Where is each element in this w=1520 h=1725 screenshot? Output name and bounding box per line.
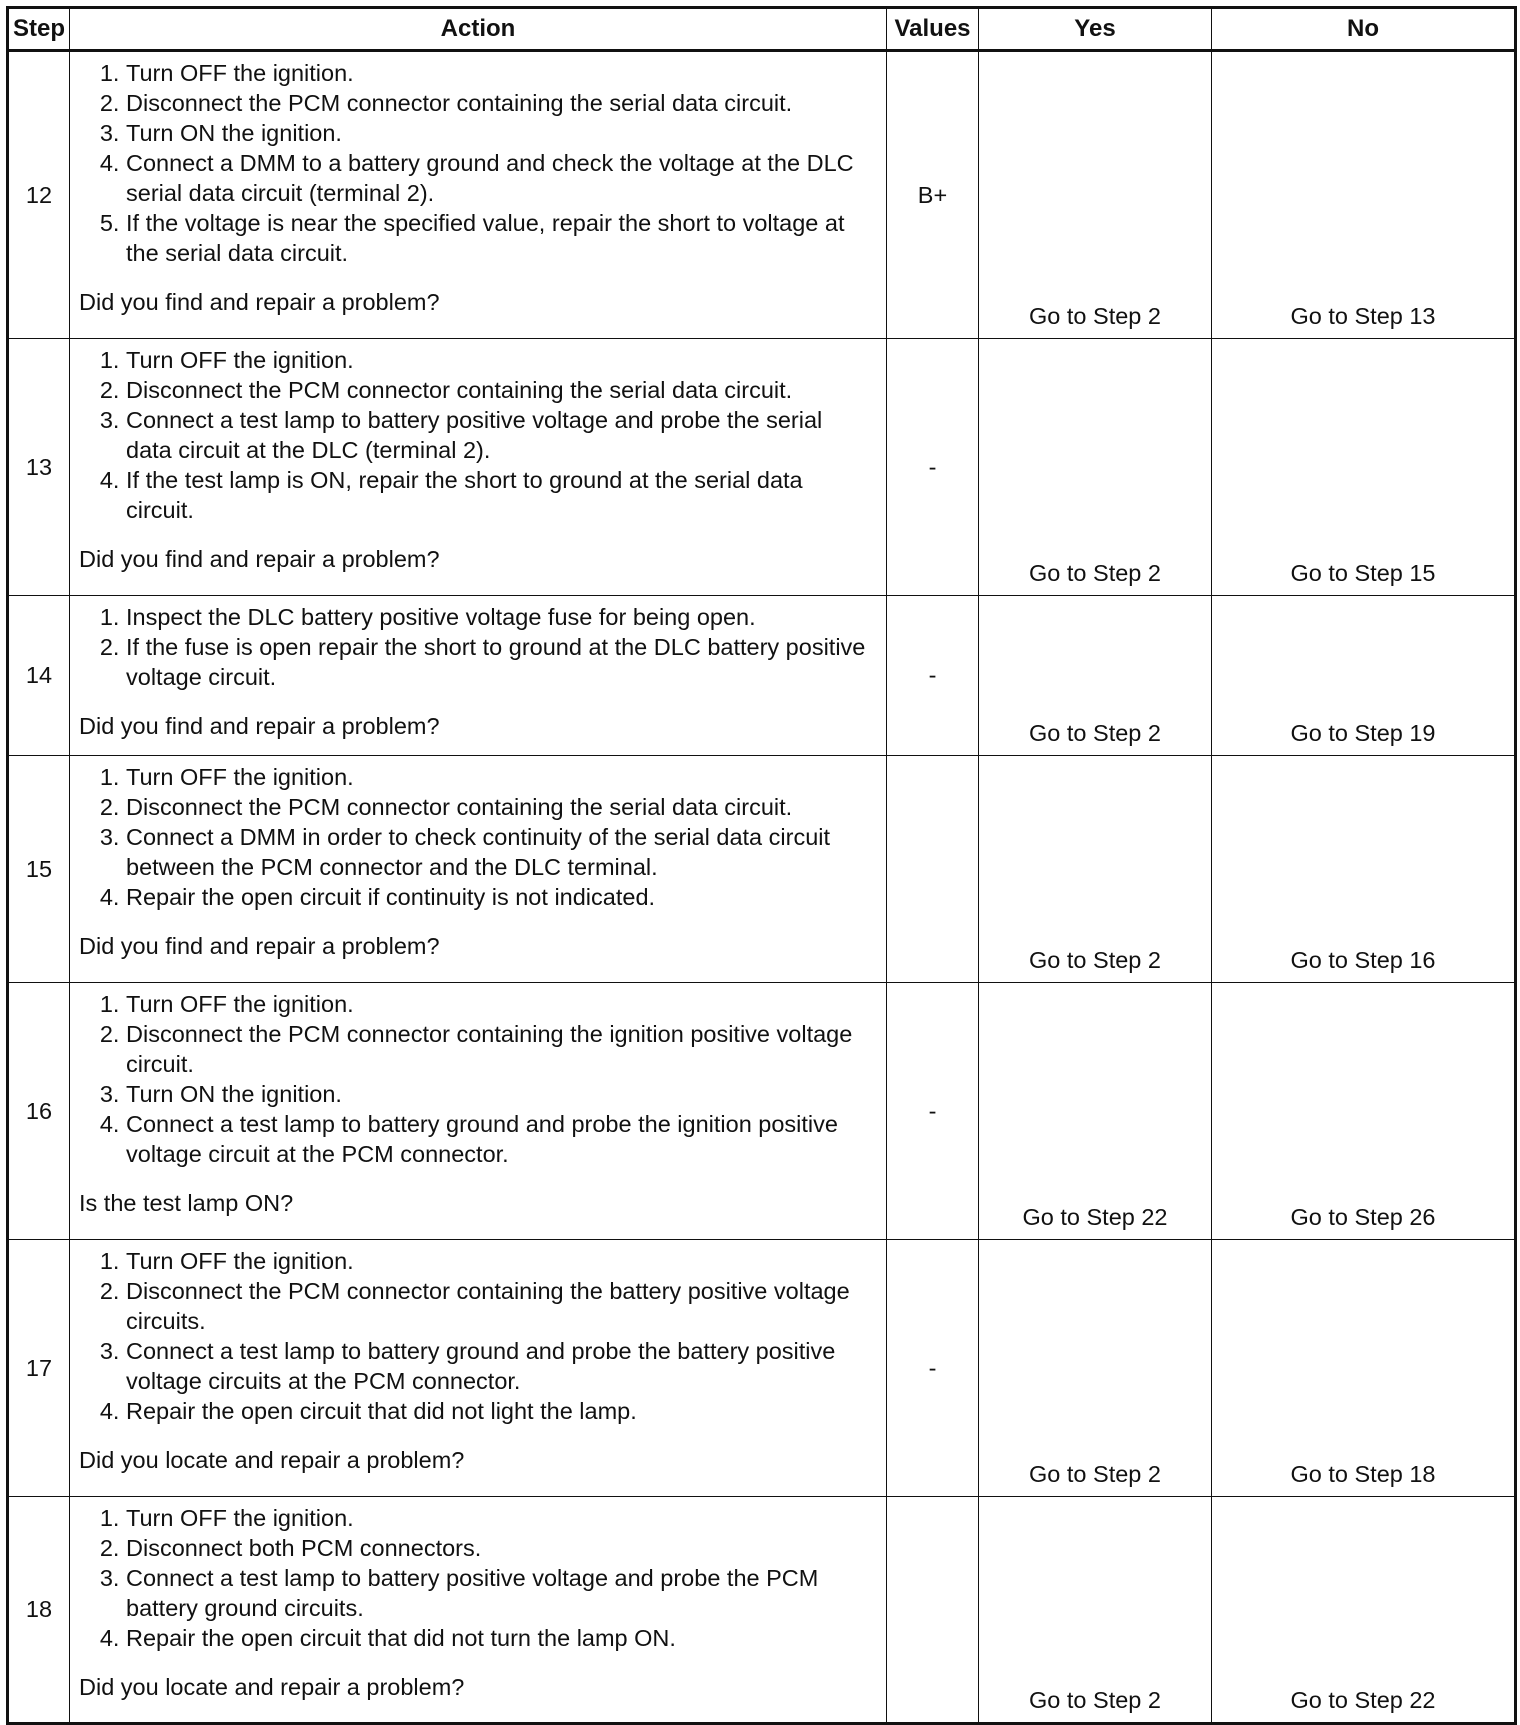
- diagnostic-table: [6, 6, 1517, 1725]
- action-cell: [70, 756, 887, 983]
- step-number: 16: [8, 983, 70, 1240]
- yes-cell: Go to Step 2: [979, 339, 1212, 596]
- action-list: [79, 989, 878, 1169]
- question-text: Did you locate and repair a problem?: [79, 1447, 465, 1473]
- table-row: [8, 1240, 1516, 1497]
- no-cell: Go to Step 26: [1212, 983, 1516, 1240]
- header-step: Step: [8, 8, 70, 51]
- header-no: No: [1212, 8, 1516, 51]
- values-cell: -: [887, 1240, 979, 1497]
- action-item: 1. Turn OFF the ignition.: [126, 762, 878, 792]
- action-cell: [70, 596, 887, 756]
- action-item: 2. Disconnect the PCM connector containing the serial data circuit.: [126, 375, 878, 405]
- yes-cell: Go to Step 2: [979, 51, 1212, 339]
- yes-cell: Go to Step 2: [979, 596, 1212, 756]
- action-item: 3. Turn ON the ignition.: [126, 1079, 878, 1109]
- action-item: 3. Turn ON the ignition.: [126, 118, 878, 148]
- action-cell: [70, 339, 887, 596]
- table-row: [8, 339, 1516, 596]
- step-number: 12: [8, 51, 70, 339]
- yes-cell: Go to Step 2: [979, 1497, 1212, 1724]
- action-item: 3. Connect a test lamp to battery ground and probe the battery positive voltage circuits at the PCM connector.: [126, 1336, 878, 1396]
- table-row: [8, 983, 1516, 1240]
- no-cell: Go to Step 19: [1212, 596, 1516, 756]
- action-item: 2. Disconnect both PCM connectors.: [126, 1533, 878, 1563]
- action-item: 3. Connect a test lamp to battery positive voltage and probe the serial data circuit at the DLC (terminal 2).: [126, 405, 878, 465]
- question-text: Did you locate and repair a problem?: [79, 1674, 465, 1700]
- action-item: 1. Inspect the DLC battery positive voltage fuse for being open.: [126, 602, 878, 632]
- yes-cell: Go to Step 2: [979, 1240, 1212, 1497]
- action-list: [79, 1503, 878, 1653]
- step-number: 18: [8, 1497, 70, 1724]
- values-cell: [887, 756, 979, 983]
- no-cell: Go to Step 22: [1212, 1497, 1516, 1724]
- values-cell: -: [887, 596, 979, 756]
- action-list: [79, 1246, 878, 1426]
- header-row: [8, 8, 1516, 51]
- question-text: Did you find and repair a problem?: [79, 713, 440, 739]
- action-item: 2. Disconnect the PCM connector containing the serial data circuit.: [126, 792, 878, 822]
- step-number: 15: [8, 756, 70, 983]
- action-cell: [70, 51, 887, 339]
- action-item: 4. Repair the open circuit if continuity is not indicated.: [126, 882, 878, 912]
- step-number: 13: [8, 339, 70, 596]
- no-cell: Go to Step 15: [1212, 339, 1516, 596]
- yes-cell: Go to Step 22: [979, 983, 1212, 1240]
- action-cell: [70, 1497, 887, 1724]
- action-list: [79, 345, 878, 525]
- action-cell: [70, 983, 887, 1240]
- action-item: 4. Repair the open circuit that did not turn the lamp ON.: [126, 1623, 878, 1653]
- action-item: 4. Connect a DMM to a battery ground and check the voltage at the DLC serial data circuit (terminal 2).: [126, 148, 878, 208]
- table-row: [8, 596, 1516, 756]
- action-item: 2. If the fuse is open repair the short to ground at the DLC battery positive voltage circuit.: [126, 632, 878, 692]
- table-row: [8, 51, 1516, 339]
- values-cell: [887, 1497, 979, 1724]
- question-text: Did you find and repair a problem?: [79, 933, 440, 959]
- action-list: [79, 602, 878, 692]
- yes-cell: Go to Step 2: [979, 756, 1212, 983]
- values-cell: B+: [887, 51, 979, 339]
- question-text: Is the test lamp ON?: [79, 1190, 294, 1216]
- step-number: 17: [8, 1240, 70, 1497]
- action-item: 2. Disconnect the PCM connector containing the battery positive voltage circuits.: [126, 1276, 878, 1336]
- action-cell: [70, 1240, 887, 1497]
- no-cell: Go to Step 18: [1212, 1240, 1516, 1497]
- table-row: [8, 1497, 1516, 1724]
- action-item: 3. Connect a DMM in order to check continuity of the serial data circuit between the PCM connector and the DLC terminal.: [126, 822, 878, 882]
- action-item: 2. Disconnect the PCM connector containing the ignition positive voltage circuit.: [126, 1019, 878, 1079]
- values-cell: -: [887, 339, 979, 596]
- question-text: Did you find and repair a problem?: [79, 546, 440, 572]
- action-item: 1. Turn OFF the ignition.: [126, 1503, 878, 1533]
- no-cell: Go to Step 16: [1212, 756, 1516, 983]
- action-item: 1. Turn OFF the ignition.: [126, 989, 878, 1019]
- action-item: 2. Disconnect the PCM connector containing the serial data circuit.: [126, 88, 878, 118]
- question-text: Did you find and repair a problem?: [79, 289, 440, 315]
- action-item: 5. If the voltage is near the specified value, repair the short to voltage at the serial data circuit.: [126, 208, 878, 268]
- no-cell: Go to Step 13: [1212, 51, 1516, 339]
- action-item: 1. Turn OFF the ignition.: [126, 1246, 878, 1276]
- action-item: 1. Turn OFF the ignition.: [126, 345, 878, 375]
- values-cell: -: [887, 983, 979, 1240]
- action-item: 4. Repair the open circuit that did not light the lamp.: [126, 1396, 878, 1426]
- action-list: [79, 58, 878, 268]
- action-item: 1. Turn OFF the ignition.: [126, 58, 878, 88]
- action-list: [79, 762, 878, 912]
- action-item: 3. Connect a test lamp to battery positive voltage and probe the PCM battery ground circuits.: [126, 1563, 878, 1623]
- header-action: Action: [70, 8, 887, 51]
- action-item: 4. If the test lamp is ON, repair the short to ground at the serial data circuit.: [126, 465, 878, 525]
- table-row: [8, 756, 1516, 983]
- step-number: 14: [8, 596, 70, 756]
- action-item: 4. Connect a test lamp to battery ground and probe the ignition positive voltage circuit at the PCM connector.: [126, 1109, 878, 1169]
- header-yes: Yes: [979, 8, 1212, 51]
- header-values: Values: [887, 8, 979, 51]
